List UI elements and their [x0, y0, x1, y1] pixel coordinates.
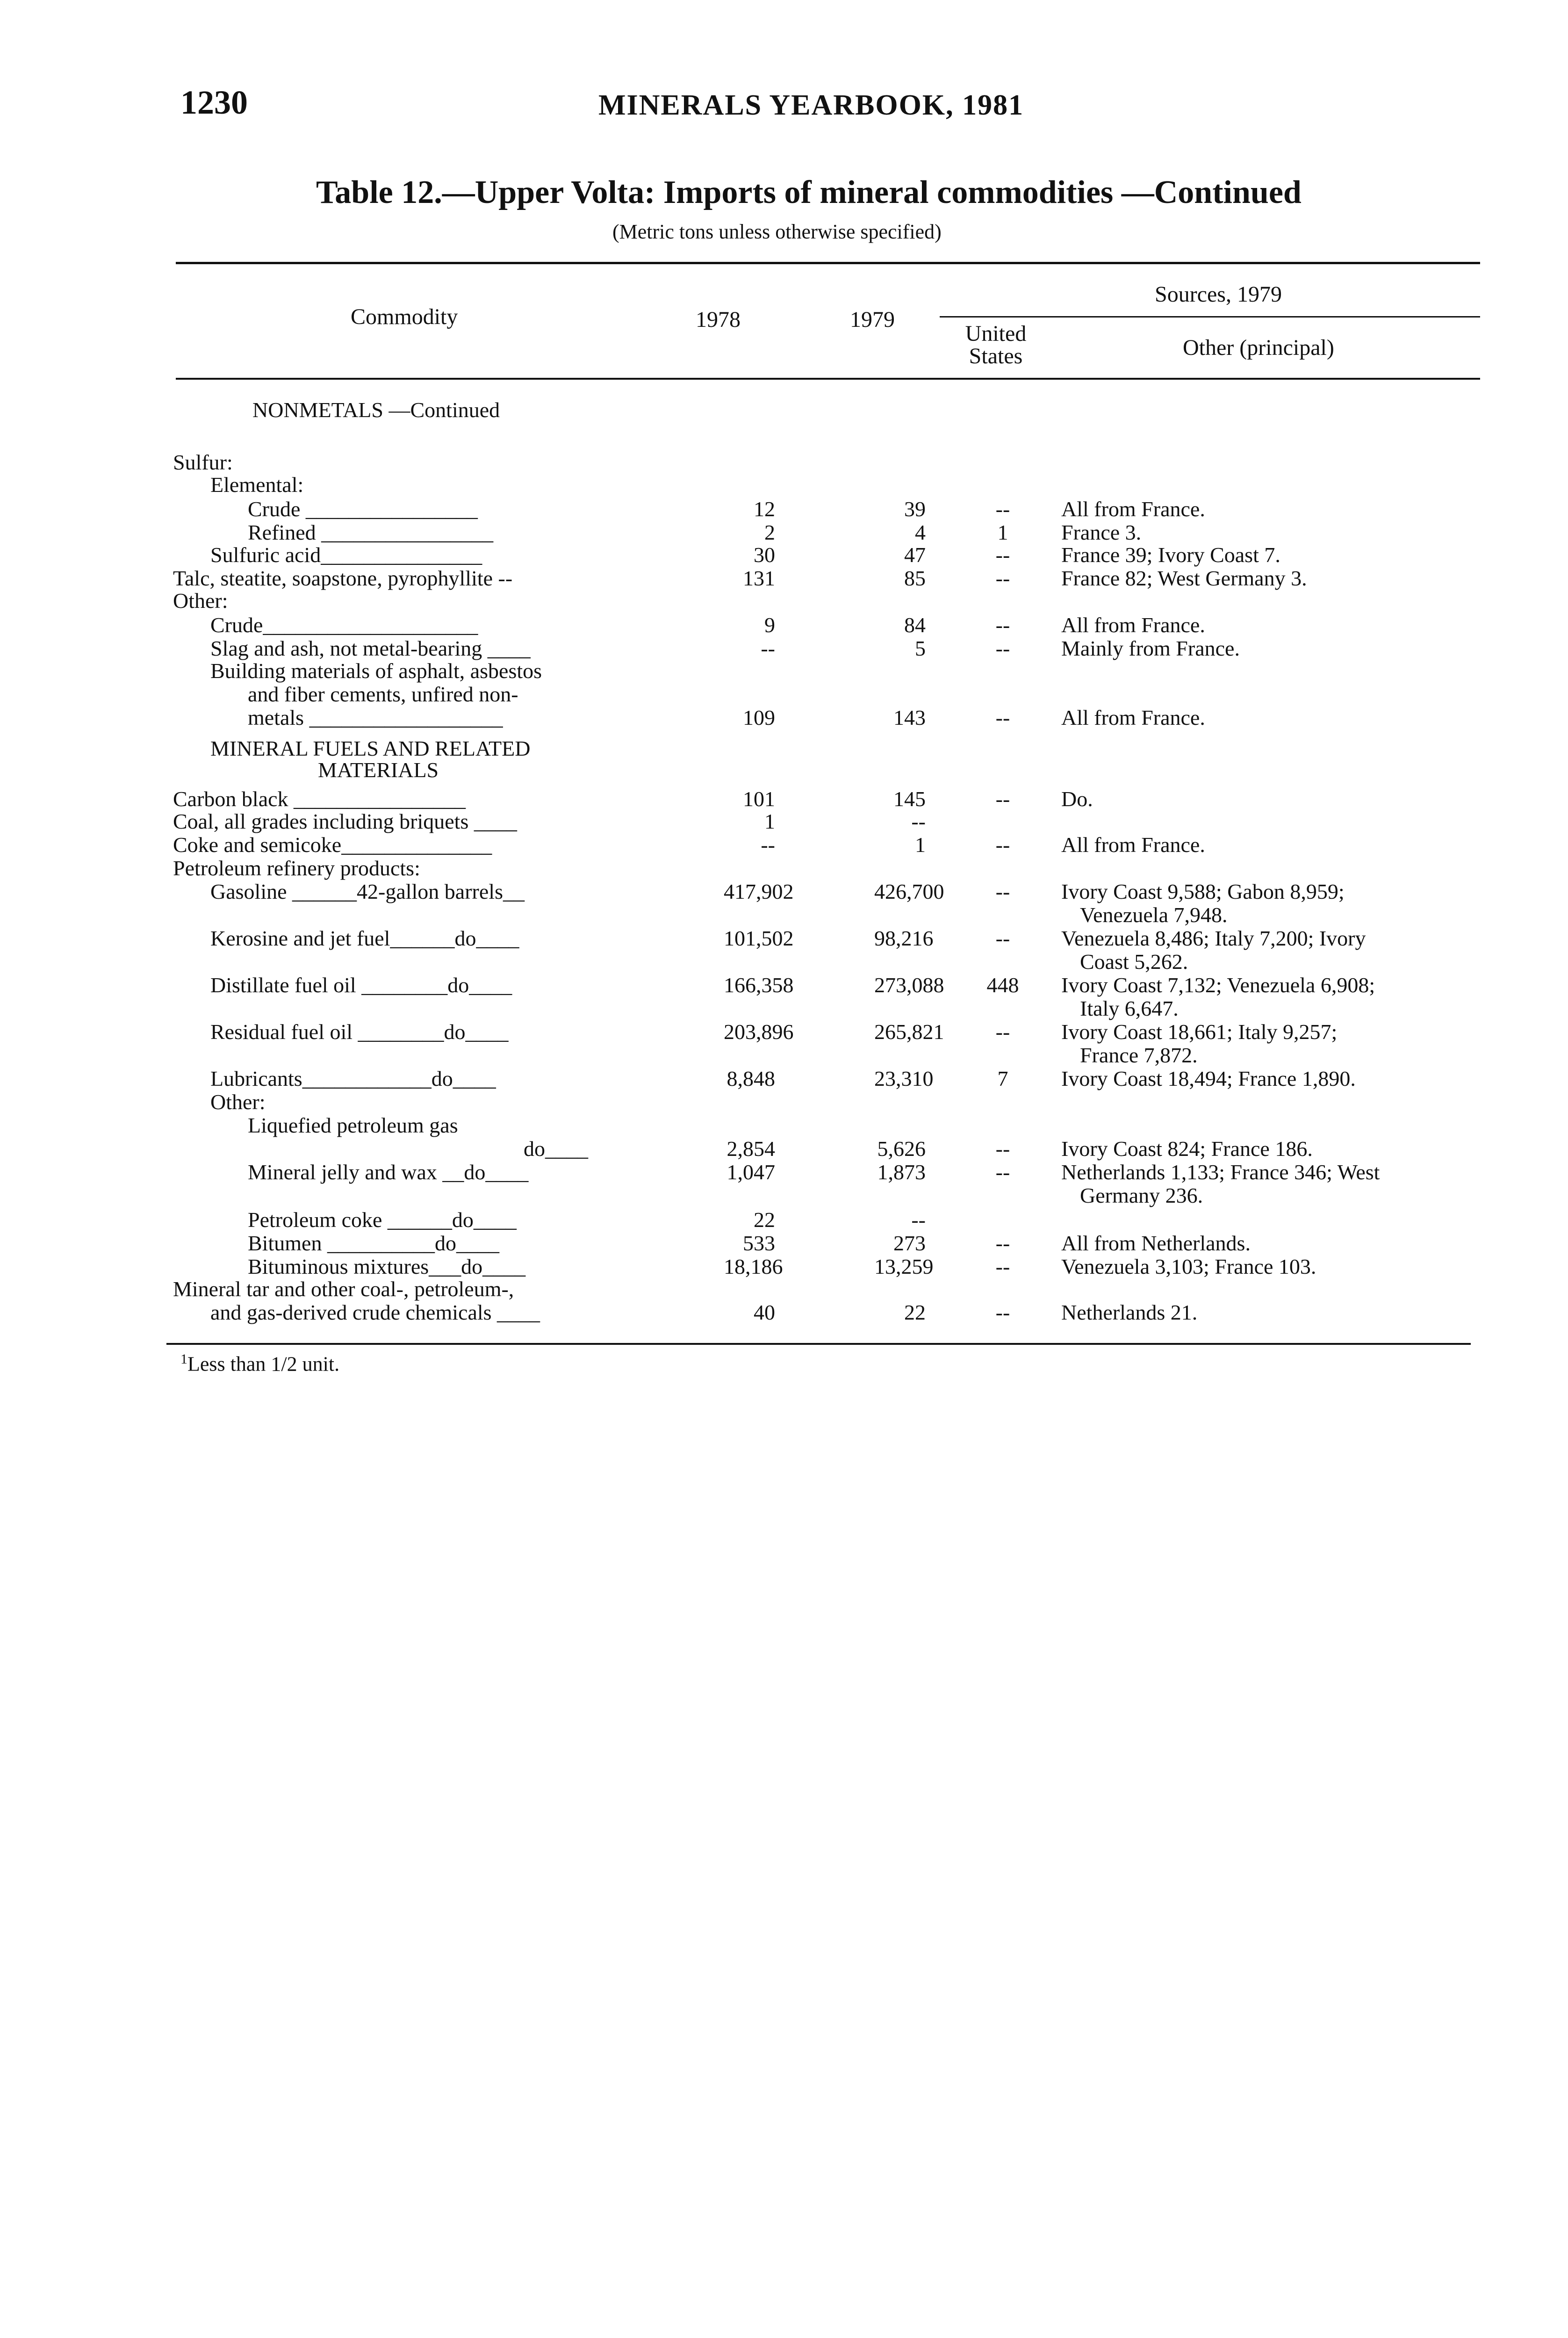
commodity-cell: Lubricants____________do____ [210, 1067, 496, 1090]
value-1978-cell: 12 [754, 497, 775, 521]
value-1979-cell: 98,216 [874, 926, 934, 950]
table-row [0, 973, 1568, 999]
header-sources: Sources, 1979 [1155, 282, 1282, 307]
united-states-cell: -- [995, 636, 1010, 660]
commodity-cell: Mineral tar and other coal-, petroleum-, [173, 1277, 514, 1301]
commodity-cell: Mineral jelly and wax __do____ [248, 1160, 529, 1184]
commodity-cell: Petroleum refinery products: [173, 856, 420, 880]
value-1979-cell: 23,310 [874, 1067, 934, 1090]
table-row [0, 902, 1568, 929]
table-row [0, 1090, 1568, 1116]
other-sources-cell: Coast 5,262. [1080, 950, 1188, 974]
other-sources-cell: France 82; West Germany 3. [1061, 566, 1307, 590]
table-row [0, 397, 1568, 424]
value-1978-cell: 101 [743, 787, 775, 811]
value-1979-cell: 143 [893, 706, 926, 729]
united-states-cell: -- [995, 1300, 1010, 1324]
table-row [0, 926, 1568, 952]
other-sources-cell: France 39; Ivory Coast 7. [1061, 543, 1280, 567]
header-us: United States [965, 321, 1027, 368]
value-1979-cell: 273 [893, 1231, 926, 1255]
value-1979-cell: 1,873 [877, 1160, 926, 1184]
value-1978-cell: 1 [764, 809, 775, 833]
table-row [0, 682, 1568, 708]
table-row [0, 832, 1568, 859]
value-1979-cell: 22 [904, 1300, 926, 1324]
value-1978-cell: 131 [743, 566, 775, 590]
value-1978-cell: 203,896 [724, 1020, 794, 1044]
united-states-cell: -- [995, 497, 1010, 521]
section-heading: MATERIALS [318, 758, 439, 782]
table-row [0, 949, 1568, 975]
value-1978-cell: -- [761, 636, 775, 660]
united-states-cell: -- [995, 1020, 1010, 1044]
table-row [0, 758, 1568, 784]
united-states-cell: -- [995, 1231, 1010, 1255]
table-row [0, 1183, 1568, 1209]
table-row [0, 1136, 1568, 1162]
other-sources-cell: All from France. [1061, 613, 1205, 637]
commodity-cell: Coke and semicoke______________ [173, 833, 492, 857]
sources-rule [940, 316, 1480, 318]
table-row [0, 1300, 1568, 1326]
value-1978-cell: 1,047 [726, 1160, 775, 1184]
table-top-rule [176, 262, 1480, 264]
other-sources-cell: Netherlands 1,133; France 346; West [1061, 1160, 1380, 1184]
value-1979-cell: 47 [904, 543, 926, 567]
footnote-mark: 1 [180, 1351, 187, 1367]
value-1979-cell: 1 [915, 833, 926, 857]
united-states-cell: -- [995, 566, 1010, 590]
united-states-cell: -- [995, 1255, 1010, 1278]
commodity-cell: Crude ________________ [248, 497, 478, 521]
other-sources-cell: All from Netherlands. [1061, 1231, 1251, 1255]
commodity-cell: metals __________________ [248, 706, 503, 729]
value-1978-cell: 9 [764, 613, 775, 637]
commodity-cell: Crude____________________ [210, 613, 478, 637]
value-1979-cell: 273,088 [874, 973, 944, 997]
table-row [0, 658, 1568, 685]
header-1979: 1979 [850, 307, 895, 332]
commodity-cell: Elemental: [210, 473, 304, 497]
value-1979-cell: 84 [904, 613, 926, 637]
value-1978-cell: 2 [764, 520, 775, 544]
table-row [0, 497, 1568, 523]
united-states-cell: -- [995, 926, 1010, 950]
value-1978-cell: -- [761, 833, 775, 857]
value-1979-cell: 39 [904, 497, 926, 521]
table-subtitle: (Metric tons unless otherwise specified) [612, 220, 942, 243]
table-row [0, 856, 1568, 882]
value-1978-cell: 2,854 [726, 1137, 775, 1161]
value-1979-cell: -- [911, 1208, 926, 1232]
value-1979-cell: 5,626 [877, 1137, 926, 1161]
table-row [0, 996, 1568, 1022]
table-row [0, 1066, 1568, 1092]
header-commodity: Commodity [351, 304, 458, 329]
value-1978-cell: 166,358 [724, 973, 794, 997]
value-1979-cell: -- [911, 809, 926, 833]
other-sources-cell: All from France. [1061, 497, 1205, 521]
value-1979-cell: 145 [893, 787, 926, 811]
header-other: Other (principal) [1183, 335, 1334, 360]
table-row [0, 1277, 1568, 1303]
value-1979-cell: 265,821 [874, 1020, 944, 1044]
other-sources-cell: Venezuela 8,486; Italy 7,200; Ivory [1061, 926, 1366, 950]
commodity-cell: Slag and ash, not metal-bearing ____ [210, 636, 531, 660]
commodity-cell: Residual fuel oil ________do____ [210, 1020, 509, 1044]
other-sources-cell: Venezuela 7,948. [1080, 903, 1228, 927]
commodity-cell: Other: [173, 589, 228, 613]
table-bottom-rule [166, 1343, 1471, 1345]
commodity-cell: and gas-derived crude chemicals ____ [210, 1300, 540, 1324]
value-1979-cell: 85 [904, 566, 926, 590]
value-1978-cell: 533 [743, 1231, 775, 1255]
page-number: 1230 [180, 84, 248, 121]
united-states-cell: -- [995, 1160, 1010, 1184]
united-states-cell: -- [995, 880, 1010, 903]
commodity-cell: Coal, all grades including briquets ____ [173, 809, 517, 833]
commodity-cell: do____ [524, 1137, 588, 1161]
table-row [0, 809, 1568, 835]
table-title: Table 12.—Upper Volta: Imports of mineral commodities —Continued [316, 174, 1302, 210]
commodity-cell: Refined ________________ [248, 520, 494, 544]
header-1978: 1978 [696, 307, 741, 332]
table-row [0, 1160, 1568, 1186]
commodity-cell: and fiber cements, unfired non- [248, 682, 518, 706]
value-1978-cell: 101,502 [724, 926, 794, 950]
value-1978-cell: 30 [754, 543, 775, 567]
commodity-cell: Building materials of asphalt, asbestos [210, 659, 542, 683]
commodity-cell: Carbon black ________________ [173, 787, 466, 811]
value-1978-cell: 18,186 [724, 1255, 783, 1278]
other-sources-cell: All from France. [1061, 833, 1205, 857]
united-states-cell: -- [995, 613, 1010, 637]
other-sources-cell: Do. [1061, 787, 1093, 811]
other-sources-cell: Ivory Coast 824; France 186. [1061, 1137, 1313, 1161]
table-row [0, 1019, 1568, 1046]
value-1978-cell: 109 [743, 706, 775, 729]
other-sources-cell: Ivory Coast 9,588; Gabon 8,959; [1061, 880, 1345, 903]
other-sources-cell: France 7,872. [1080, 1043, 1198, 1067]
value-1979-cell: 4 [915, 520, 926, 544]
other-sources-cell: Venezuela 3,103; France 103. [1061, 1255, 1316, 1278]
table-row [0, 1231, 1568, 1257]
running-title: MINERALS YEARBOOK, 1981 [598, 89, 1024, 121]
footnote [180, 1351, 339, 1376]
united-states-cell: 7 [997, 1067, 1008, 1090]
table-row [0, 705, 1568, 731]
table-row [0, 472, 1568, 498]
table-row [0, 1043, 1568, 1069]
united-states-cell: -- [995, 543, 1010, 567]
commodity-cell: Talc, steatite, soapstone, pyrophyllite -- [173, 566, 513, 590]
table-row [0, 613, 1568, 639]
united-states-cell: -- [995, 787, 1010, 811]
united-states-cell: -- [995, 833, 1010, 857]
value-1978-cell: 8,848 [726, 1067, 775, 1090]
united-states-cell: -- [995, 706, 1010, 729]
value-1978-cell: 417,902 [724, 880, 794, 903]
other-sources-cell: Ivory Coast 18,661; Italy 9,257; [1061, 1020, 1338, 1044]
footnote-text: Less than 1/2 unit. [187, 1352, 340, 1376]
value-1979-cell: 426,700 [874, 880, 944, 903]
table-row [0, 542, 1568, 569]
other-sources-cell: Italy 6,647. [1080, 996, 1179, 1020]
united-states-cell: 1 [997, 520, 1008, 544]
table-row [0, 588, 1568, 614]
header-bottom-rule [176, 378, 1480, 380]
commodity-cell: Sulfur: [173, 450, 233, 474]
commodity-cell: Kerosine and jet fuel______do____ [210, 926, 519, 950]
section-heading: MINERAL FUELS AND RELATED [210, 736, 531, 760]
united-states-cell: -- [995, 1137, 1010, 1161]
other-sources-cell: France 3. [1061, 520, 1142, 544]
other-sources-cell: Ivory Coast 18,494; France 1,890. [1061, 1067, 1356, 1090]
commodity-cell: Gasoline ______42-gallon barrels__ [210, 880, 525, 903]
united-states-cell: 448 [986, 973, 1019, 997]
table-row [0, 1207, 1568, 1234]
other-sources-cell: Germany 236. [1080, 1183, 1203, 1207]
commodity-cell: Sulfuric acid_______________ [210, 543, 482, 567]
value-1979-cell: 5 [915, 636, 926, 660]
table-row [0, 879, 1568, 905]
other-sources-cell: Netherlands 21. [1061, 1300, 1198, 1324]
other-sources-cell: Mainly from France. [1061, 636, 1240, 660]
other-sources-cell: Ivory Coast 7,132; Venezuela 6,908; [1061, 973, 1375, 997]
section-heading: NONMETALS —Continued [252, 398, 500, 422]
commodity-cell: Distillate fuel oil ________do____ [210, 973, 512, 997]
other-sources-cell: All from France. [1061, 706, 1205, 729]
value-1978-cell: 40 [754, 1300, 775, 1324]
commodity-cell: Bitumen __________do____ [248, 1231, 499, 1255]
table-row [0, 1113, 1568, 1139]
commodity-cell: Bituminous mixtures___do____ [248, 1255, 526, 1278]
commodity-cell: Other: [210, 1090, 266, 1114]
value-1978-cell: 22 [754, 1208, 775, 1232]
commodity-cell: Petroleum coke ______do____ [248, 1208, 517, 1232]
commodity-cell: Liquefied petroleum gas [248, 1113, 458, 1137]
value-1979-cell: 13,259 [874, 1255, 934, 1278]
